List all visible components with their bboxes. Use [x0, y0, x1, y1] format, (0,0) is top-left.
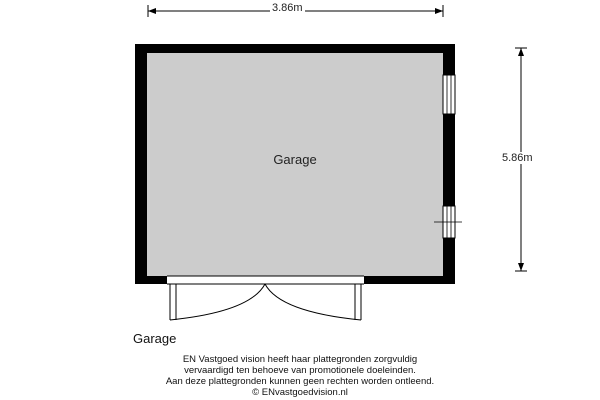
disclaimer-footer [0, 354, 600, 398]
depth-dimension-label: 5.86m [502, 152, 533, 164]
plan-title: Garage [133, 331, 177, 346]
double-door [167, 276, 364, 320]
disclaimer-line: EN Vastgoed vision heeft haar plattegronden zorgvuldig [182, 354, 418, 365]
width-dimension-label: 3.86m [272, 2, 303, 14]
window-upper [443, 75, 455, 114]
disclaimer-line: vervaardigd ten behoeve van promotionele doeleinden. [184, 365, 416, 376]
room-label-garage: Garage [273, 152, 317, 167]
disclaimer-line: Aan deze plattegronden kunnen geen rechten worden ontleend. [165, 376, 435, 387]
copyright-line: © ENvastgoedvision.nl [252, 387, 348, 398]
